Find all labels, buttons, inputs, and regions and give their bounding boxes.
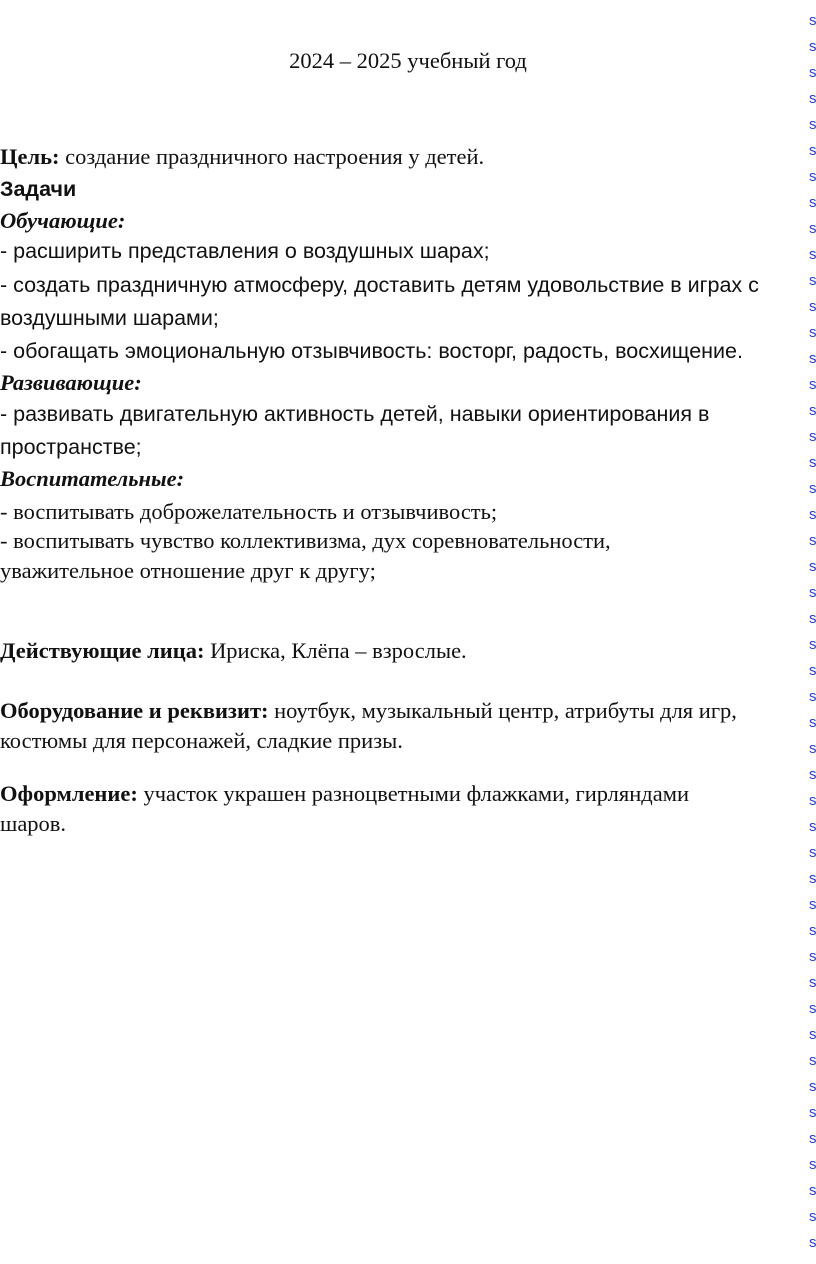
equipment-label: Оборудование и реквизит:	[0, 698, 269, 723]
goal-label: Цель:	[0, 144, 60, 169]
educational-heading: Обучающие:	[0, 208, 126, 233]
characters-text: Ириска, Клёпа – взрослые.	[204, 638, 467, 663]
academic-year-title: 2024 – 2025 учебный год	[289, 48, 527, 73]
decoration-line	[0, 783, 689, 806]
goal-line	[0, 146, 484, 169]
equipment-continuation: костюмы для персонажей, сладкие призы.	[0, 728, 403, 753]
educational-task-line: - создать праздничную атмосферу, доставить детям удовольствие в играх с	[0, 273, 759, 297]
upbringing-task-line: - воспитывать доброжелательность и отзывчивость;	[0, 499, 498, 524]
edge-glyph-column: s s s s s s s s s s s s s s s s s s s s s s s s s s s s s s s s s s s s s s s s s s s s s s s s	[809, 12, 816, 1251]
equipment-text: ноутбук, музыкальный центр, атрибуты для игр,	[268, 698, 737, 723]
developmental-task-line: - развивать двигательную активность детей, навыки ориентирования в	[0, 402, 710, 426]
tasks-heading: Задачи	[0, 177, 77, 201]
upbringing-task-line: - воспитывать чувство коллективизма, дух соревновательности,	[0, 528, 611, 553]
decoration-text: участок украшен разноцветными флажками, гирляндами	[137, 781, 690, 806]
decoration-continuation: шаров.	[0, 811, 67, 836]
characters-line	[0, 640, 467, 663]
right-edge-border	[806, 0, 816, 1264]
decoration-label: Оформление:	[0, 781, 138, 806]
educational-task-line: воздушными шарами;	[0, 306, 219, 330]
educational-task-line: - обогащать эмоциональную отзывчивость: восторг, радость, восхищение.	[0, 339, 743, 363]
upbringing-task-line: уважительное отношение друг к другу;	[0, 558, 376, 583]
developmental-task-line: пространстве;	[0, 435, 142, 459]
characters-label: Действующие лица:	[0, 638, 205, 663]
developmental-heading: Развивающие:	[0, 370, 142, 395]
goal-text: создание праздничного настроения у детей.	[59, 144, 485, 169]
educational-task-line: - расширить представления о воздушных шарах;	[0, 239, 490, 263]
equipment-line	[0, 700, 737, 723]
upbringing-heading: Воспитательные:	[0, 466, 185, 491]
